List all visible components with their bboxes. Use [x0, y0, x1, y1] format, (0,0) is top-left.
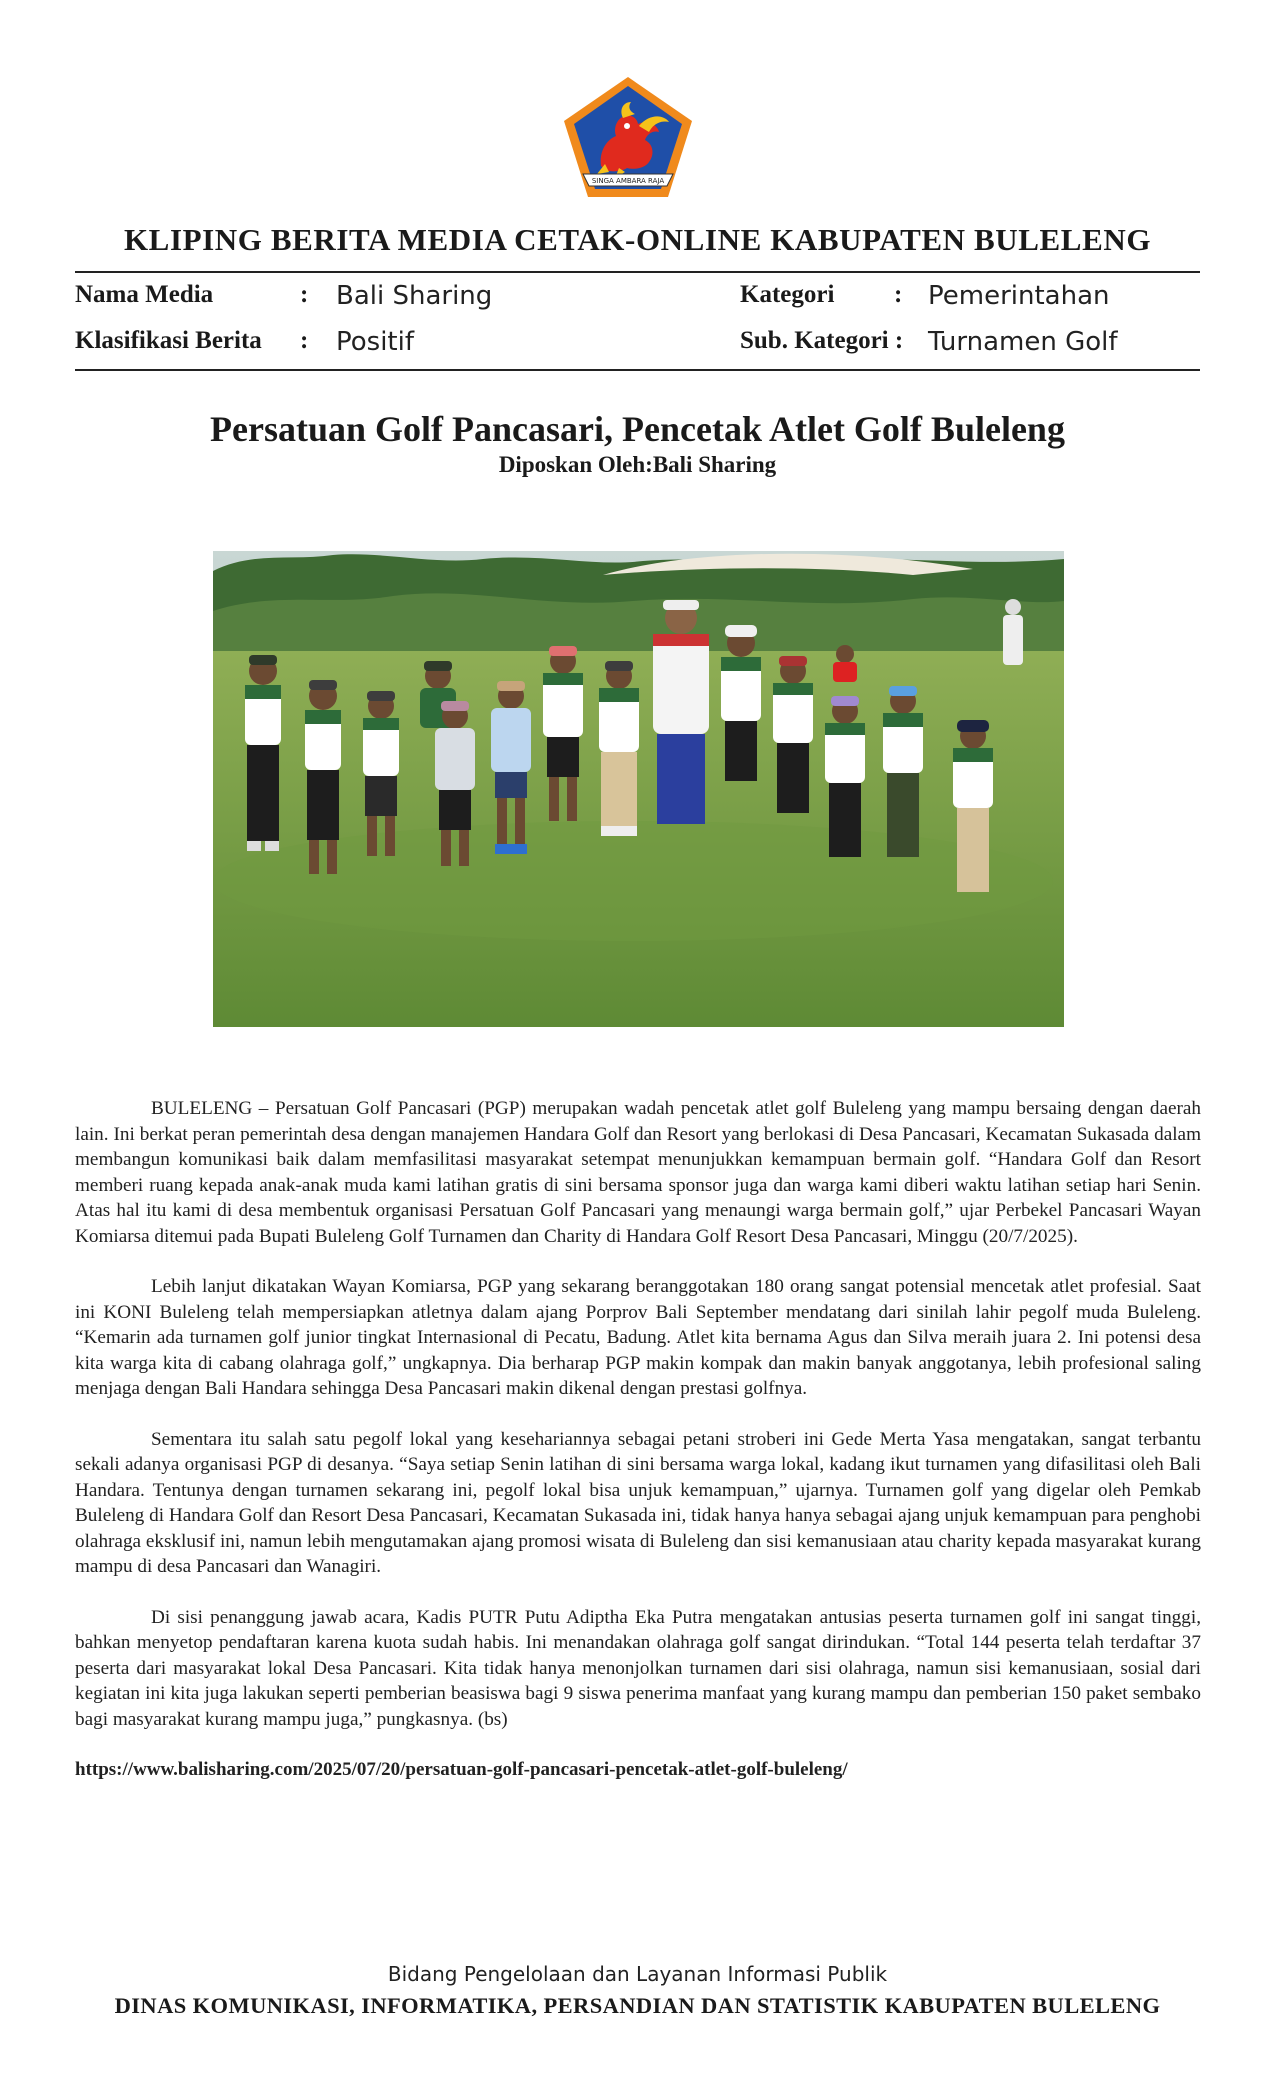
golf-team-photo-icon [213, 551, 1064, 1027]
sub-kategori-value: Turnamen Golf [928, 327, 1118, 357]
kategori-colon: : [894, 281, 903, 308]
klasifikasi-label: Klasifikasi Berita [75, 327, 262, 354]
footer-agency: DINAS KOMUNIKASI, INFORMATIKA, PERSANDIAN DAN STATISTIK KABUPATEN BULELENG [114, 1993, 1161, 2018]
header-divider-bottom [75, 369, 1200, 371]
footer-division: Bidang Pengelolaan dan Layanan Informasi Publik [387, 1962, 888, 1986]
regency-logo [561, 74, 695, 200]
article-byline: Diposkan Oleh:Bali Sharing [498, 452, 777, 477]
kategori-value: Pemerintahan [928, 281, 1110, 311]
kategori-label: Kategori [740, 281, 835, 308]
article-paragraph-3: Sementara itu salah satu pegolf lokal yang kesehariannya sebagai petani stroberi ini Gede Merta Yasa mengatakan, sangat terbantu sekali adanya organisasi PGP di desanya. “Saya setiap Senin latihan di sini bersama warga lokal, kadang ikut turnamen yang difasilitasi oleh Bali Handara. Tentunya dengan turnamen sekarang ini, pegolf lokal bisa unjuk kemampuan,” ujarnya. Turnamen golf yang digelar oleh Pemkab Buleleng di Handara Golf dan Resort Desa Pancasari, Kecamatan Sukasada ini, tidak hanya hanya sebagai ajang unjuk kemampuan para penghobi olahraga eksklusif ini, namun lebih mengutamakan ajang promosi wisata di Buleleng dan sisi kemanusiaan atau charity kepada masyarakat kurang mampu di desa Pancasari dan Wanagiri. [75, 1428, 1201, 1577]
nama-media-label: Nama Media [75, 281, 214, 308]
sub-kategori-label: Sub. Kategori : [740, 327, 904, 354]
article-body [75, 1096, 1201, 1783]
klasifikasi-value: Positif [336, 327, 414, 357]
article-paragraph-2: Lebih lanjut dikatakan Wayan Komiarsa, PGP yang sekarang beranggotakan 180 orang sangat potensial mencetak atlet profesial. Saat ini KONI Buleleng telah mempersiapkan atletnya dalam ajang Porprov Bali September mendatang dari sinilah lahir pegolf muda Buleleng. “Kemarin ada turnamen golf junior tingkat Internasional di Pecatu, Badung. Atlet kita bernama Agus dan Silva meraih juara 2. Ini potensi desa kita warga kita di cabang olahraga golf,” ungkapnya. Dia berharap PGP makin kompak dan makin banyak anggotanya, lebih profesional saling menjaga dengan Bali Handara sehingga Desa Pancasari makin dikenal dengan prestasi golfnya. [75, 1276, 1201, 1399]
article-photo [213, 551, 1064, 1027]
page-title: KLIPING BERITA MEDIA CETAK-ONLINE KABUPATEN BULELENG [123, 222, 1152, 257]
nama-media-colon: : [300, 281, 309, 308]
header-divider-top [75, 271, 1200, 273]
logo-ribbon-text: SINGA AMBARA RAJA [591, 177, 665, 185]
source-link[interactable]: https://www.balisharing.com/2025/07/20/persatuan-golf-pancasari-pencetak-atlet-golf-buleleng/ [75, 1759, 848, 1780]
article-paragraph-1: BULELENG – Persatuan Golf Pancasari (PGP) merupakan wadah pencetak atlet golf Buleleng yang mampu bersaing dengan daerah lain. Ini berkat peran pemerintah desa dengan manajemen Handara Golf dan Resort yang berlokasi di Desa Pancasari, Kecamatan Sukasada dalam membangun komunikasi baik dalam memfasilitasi masyarakat setempat menunjukkan kemampuan bermain golf. “Handara Golf dan Resort memberi ruang kepada anak-anak muda kami latihan gratis di sini bersama sponsor juga dan warga kami diberi waktu latihan setiap hari Senin. Atas hal itu kami di desa membentuk organisasi Persatuan Golf Pancasari yang menaungi warga bermain golf,” ujar Perbekel Pancasari Wayan Komiarsa ditemui pada Bupati Buleleng Golf Turnamen dan Charity di Handara Golf Resort Desa Pancasari, Minggu (20/7/2025). [75, 1098, 1201, 1247]
klasifikasi-colon: : [300, 327, 309, 354]
nama-media-value: Bali Sharing [336, 281, 493, 311]
article-headline: Persatuan Golf Pancasari, Pencetak Atlet Golf Buleleng [210, 409, 1065, 449]
singa-ambara-raja-crest-icon [561, 74, 695, 200]
article-paragraph-4: Di sisi penanggung jawab acara, Kadis PUTR Putu Adiptha Eka Putra mengatakan antusias peserta turnamen golf ini sangat tinggi, bahkan menyetop pendaftaran karena kuota sudah habis. Ini menandakan olahraga golf sangat dirindukan. “Total 144 peserta telah terdaftar 37 peserta dari masyarakat lokal Desa Pancasari. Kita tidak hanya menonjolkan turnamen dari sisi olahraga, namun sisi kemanusiaan, sosial dari kegiatan ini kita juga lakukan seperti pemberian beasiswa bagi 9 siswa penerima manfaat yang kurang mampu dan pemberian 150 paket sembako bagi masyarakat kurang mampu juga,” pungkasnya. (bs) [75, 1606, 1201, 1730]
